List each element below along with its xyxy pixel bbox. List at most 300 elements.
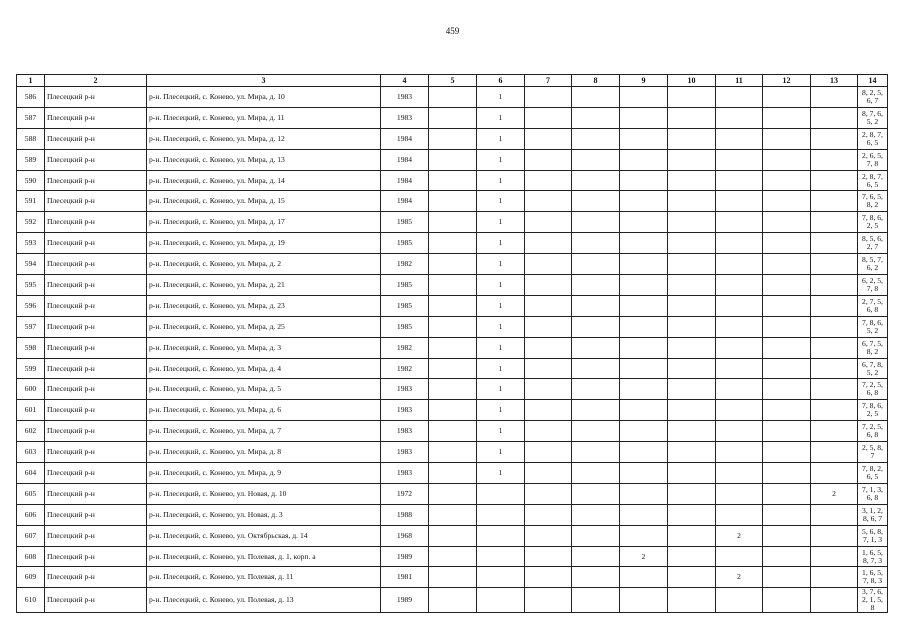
column-10-cell <box>668 379 716 400</box>
column-6-cell: 1 <box>477 295 525 316</box>
district-cell: Плесецкий р-н <box>45 504 147 525</box>
district-cell: Плесецкий р-н <box>45 149 147 170</box>
column-10-cell <box>668 87 716 108</box>
column-5-cell <box>429 316 477 337</box>
column-header-3: 3 <box>147 75 381 87</box>
column-9-cell: 2 <box>620 546 668 567</box>
column-6-cell: 1 <box>477 87 525 108</box>
row-number-cell: 597 <box>17 316 45 337</box>
table-row <box>17 483 888 504</box>
column-9-cell <box>620 87 668 108</box>
address-cell: р-н. Плесецкий, с. Конево, ул. Мира, д. 3 <box>147 337 381 358</box>
column-7-cell <box>525 191 572 212</box>
column-header-1: 1 <box>17 75 45 87</box>
address-cell: р-н. Плесецкий, с. Конево, ул. Октябрьская, д. 14 <box>147 525 381 546</box>
column-11-cell <box>716 191 763 212</box>
column-12-cell <box>763 400 811 421</box>
table-row <box>17 275 888 296</box>
column-12-cell <box>763 149 811 170</box>
column-11-cell <box>716 275 763 296</box>
table-header-row <box>17 75 888 87</box>
column-10-cell <box>668 149 716 170</box>
row-number-cell: 604 <box>17 463 45 484</box>
column-10-cell <box>668 107 716 128</box>
row-number-cell: 594 <box>17 254 45 275</box>
column-6-cell <box>477 483 525 504</box>
year-cell: 1985 <box>381 212 429 233</box>
column-8-cell <box>572 233 620 254</box>
year-cell: 1988 <box>381 504 429 525</box>
column-12-cell <box>763 546 811 567</box>
table-row <box>17 588 888 613</box>
column-7-cell <box>525 254 572 275</box>
column-11-cell <box>716 358 763 379</box>
column-11-cell <box>716 233 763 254</box>
address-cell: р-н. Плесецкий, с. Конево, ул. Мира, д. 13 <box>147 149 381 170</box>
column-5-cell <box>429 463 477 484</box>
column-9-cell <box>620 567 668 588</box>
column-11-cell <box>716 149 763 170</box>
sequence-cell: 8, 7, 6, 5, 2 <box>858 107 888 128</box>
sequence-cell: 8, 5, 7, 6, 2 <box>858 254 888 275</box>
column-8-cell <box>572 567 620 588</box>
column-8-cell <box>572 87 620 108</box>
address-cell: р-н. Плесецкий, с. Конево, ул. Мира, д. 2 <box>147 254 381 275</box>
year-cell: 1984 <box>381 170 429 191</box>
column-13-cell: 2 <box>811 483 858 504</box>
column-5-cell <box>429 191 477 212</box>
district-cell: Плесецкий р-н <box>45 295 147 316</box>
district-cell: Плесецкий р-н <box>45 87 147 108</box>
column-5-cell <box>429 149 477 170</box>
year-cell: 1982 <box>381 337 429 358</box>
sequence-cell: 7, 8, 6, 5, 2 <box>858 316 888 337</box>
column-header-14: 14 <box>858 75 888 87</box>
column-10-cell <box>668 504 716 525</box>
district-cell: Плесецкий р-н <box>45 525 147 546</box>
column-12-cell <box>763 212 811 233</box>
table-row <box>17 421 888 442</box>
column-9-cell <box>620 588 668 613</box>
address-cell: р-н. Плесецкий, с. Конево, ул. Мира, д. 19 <box>147 233 381 254</box>
row-number-cell: 590 <box>17 170 45 191</box>
column-12-cell <box>763 191 811 212</box>
column-5-cell <box>429 107 477 128</box>
column-11-cell <box>716 316 763 337</box>
column-12-cell <box>763 170 811 191</box>
sequence-cell: 2, 5, 8, 7 <box>858 442 888 463</box>
column-6-cell <box>477 546 525 567</box>
row-number-cell: 595 <box>17 275 45 296</box>
column-6-cell: 1 <box>477 337 525 358</box>
column-header-7: 7 <box>525 75 572 87</box>
column-8-cell <box>572 483 620 504</box>
year-cell: 1989 <box>381 546 429 567</box>
address-cell: р-н. Плесецкий, с. Конево, ул. Мира, д. 14 <box>147 170 381 191</box>
column-6-cell: 1 <box>477 442 525 463</box>
sequence-cell: 7, 2, 5, 6, 8 <box>858 421 888 442</box>
year-cell: 1983 <box>381 107 429 128</box>
row-number-cell: 609 <box>17 567 45 588</box>
column-13-cell <box>811 170 858 191</box>
address-cell: р-н. Плесецкий, с. Конево, ул. Мира, д. 5 <box>147 379 381 400</box>
year-cell: 1983 <box>381 463 429 484</box>
column-13-cell <box>811 316 858 337</box>
row-number-cell: 591 <box>17 191 45 212</box>
table-body <box>17 87 888 613</box>
column-9-cell <box>620 421 668 442</box>
column-11-cell <box>716 421 763 442</box>
column-10-cell <box>668 442 716 463</box>
column-11-cell: 2 <box>716 525 763 546</box>
column-8-cell <box>572 463 620 484</box>
year-cell: 1983 <box>381 87 429 108</box>
sequence-cell: 1, 6, 5, 8, 7, 3 <box>858 546 888 567</box>
address-cell: р-н. Плесецкий, с. Конево, ул. Полевая, д. 1, корп. а <box>147 546 381 567</box>
address-cell: р-н. Плесецкий, с. Конево, ул. Полевая, д. 11 <box>147 567 381 588</box>
column-5-cell <box>429 358 477 379</box>
column-5-cell <box>429 254 477 275</box>
table-row <box>17 525 888 546</box>
column-6-cell: 1 <box>477 170 525 191</box>
district-cell: Плесецкий р-н <box>45 400 147 421</box>
row-number-cell: 588 <box>17 128 45 149</box>
column-10-cell <box>668 212 716 233</box>
sequence-cell: 7, 8, 2, 6, 5 <box>858 463 888 484</box>
column-11-cell <box>716 295 763 316</box>
table-row <box>17 295 888 316</box>
column-12-cell <box>763 316 811 337</box>
column-header-12: 12 <box>763 75 811 87</box>
district-cell: Плесецкий р-н <box>45 463 147 484</box>
district-cell: Плесецкий р-н <box>45 254 147 275</box>
column-6-cell: 1 <box>477 400 525 421</box>
district-cell: Плесецкий р-н <box>45 421 147 442</box>
column-12-cell <box>763 525 811 546</box>
district-cell: Плесецкий р-н <box>45 379 147 400</box>
column-11-cell <box>716 170 763 191</box>
column-6-cell: 1 <box>477 149 525 170</box>
column-6-cell: 1 <box>477 275 525 296</box>
column-5-cell <box>429 170 477 191</box>
column-10-cell <box>668 400 716 421</box>
column-13-cell <box>811 379 858 400</box>
column-5-cell <box>429 546 477 567</box>
column-10-cell <box>668 546 716 567</box>
column-6-cell <box>477 504 525 525</box>
column-12-cell <box>763 233 811 254</box>
column-8-cell <box>572 128 620 149</box>
address-cell: р-н. Плесецкий, с. Конево, ул. Мира, д. 7 <box>147 421 381 442</box>
column-13-cell <box>811 546 858 567</box>
column-7-cell <box>525 567 572 588</box>
column-10-cell <box>668 275 716 296</box>
year-cell: 1984 <box>381 149 429 170</box>
sequence-cell: 3, 1, 2, 8, 6, 7 <box>858 504 888 525</box>
column-5-cell <box>429 421 477 442</box>
column-9-cell <box>620 295 668 316</box>
column-6-cell: 1 <box>477 107 525 128</box>
column-10-cell <box>668 254 716 275</box>
column-13-cell <box>811 275 858 296</box>
column-6-cell: 1 <box>477 191 525 212</box>
column-8-cell <box>572 400 620 421</box>
sequence-cell: 7, 8, 6, 2, 5 <box>858 400 888 421</box>
sequence-cell: 6, 2, 5, 7, 8 <box>858 275 888 296</box>
column-13-cell <box>811 212 858 233</box>
sequence-cell: 6, 7, 5, 8, 2 <box>858 337 888 358</box>
column-6-cell: 1 <box>477 254 525 275</box>
year-cell: 1968 <box>381 525 429 546</box>
sequence-cell: 6, 7, 8, 5, 2 <box>858 358 888 379</box>
row-number-cell: 608 <box>17 546 45 567</box>
column-9-cell <box>620 170 668 191</box>
column-13-cell <box>811 421 858 442</box>
column-7-cell <box>525 379 572 400</box>
column-5-cell <box>429 128 477 149</box>
column-6-cell: 1 <box>477 316 525 337</box>
column-13-cell <box>811 504 858 525</box>
district-cell: Плесецкий р-н <box>45 275 147 296</box>
column-7-cell <box>525 504 572 525</box>
column-header-2: 2 <box>45 75 147 87</box>
column-7-cell <box>525 525 572 546</box>
column-13-cell <box>811 337 858 358</box>
column-8-cell <box>572 421 620 442</box>
column-12-cell <box>763 254 811 275</box>
row-number-cell: 601 <box>17 400 45 421</box>
row-number-cell: 606 <box>17 504 45 525</box>
district-cell: Плесецкий р-н <box>45 233 147 254</box>
table-row <box>17 504 888 525</box>
column-13-cell <box>811 463 858 484</box>
district-cell: Плесецкий р-н <box>45 358 147 379</box>
column-6-cell <box>477 525 525 546</box>
column-13-cell <box>811 588 858 613</box>
column-10-cell <box>668 191 716 212</box>
table-row <box>17 316 888 337</box>
district-cell: Плесецкий р-н <box>45 442 147 463</box>
sequence-cell: 2, 6, 5, 7, 8 <box>858 149 888 170</box>
column-5-cell <box>429 275 477 296</box>
district-cell: Плесецкий р-н <box>45 483 147 504</box>
column-8-cell <box>572 212 620 233</box>
column-7-cell <box>525 400 572 421</box>
column-5-cell <box>429 525 477 546</box>
column-7-cell <box>525 128 572 149</box>
column-9-cell <box>620 191 668 212</box>
year-cell: 1981 <box>381 567 429 588</box>
column-10-cell <box>668 588 716 613</box>
column-13-cell <box>811 87 858 108</box>
column-13-cell <box>811 254 858 275</box>
column-7-cell <box>525 149 572 170</box>
column-9-cell <box>620 149 668 170</box>
column-6-cell <box>477 588 525 613</box>
address-cell: р-н. Плесецкий, с. Конево, ул. Мира, д. 4 <box>147 358 381 379</box>
column-13-cell <box>811 149 858 170</box>
column-11-cell: 2 <box>716 567 763 588</box>
district-cell: Плесецкий р-н <box>45 212 147 233</box>
column-8-cell <box>572 149 620 170</box>
year-cell: 1982 <box>381 254 429 275</box>
address-cell: р-н. Плесецкий, с. Конево, ул. Мира, д. 23 <box>147 295 381 316</box>
year-cell: 1985 <box>381 275 429 296</box>
column-12-cell <box>763 87 811 108</box>
column-12-cell <box>763 483 811 504</box>
column-8-cell <box>572 588 620 613</box>
column-7-cell <box>525 170 572 191</box>
column-7-cell <box>525 463 572 484</box>
column-11-cell <box>716 588 763 613</box>
table-row <box>17 191 888 212</box>
column-10-cell <box>668 358 716 379</box>
district-cell: Плесецкий р-н <box>45 316 147 337</box>
address-cell: р-н. Плесецкий, с. Конево, ул. Мира, д. 12 <box>147 128 381 149</box>
district-cell: Плесецкий р-н <box>45 337 147 358</box>
table-row <box>17 149 888 170</box>
column-header-11: 11 <box>716 75 763 87</box>
column-9-cell <box>620 442 668 463</box>
address-cell: р-н. Плесецкий, с. Конево, ул. Мира, д. 25 <box>147 316 381 337</box>
column-12-cell <box>763 275 811 296</box>
year-cell: 1983 <box>381 379 429 400</box>
column-8-cell <box>572 107 620 128</box>
column-5-cell <box>429 337 477 358</box>
address-cell: р-н. Плесецкий, с. Конево, ул. Мира, д. 9 <box>147 463 381 484</box>
column-5-cell <box>429 295 477 316</box>
column-7-cell <box>525 483 572 504</box>
row-number-cell: 607 <box>17 525 45 546</box>
column-7-cell <box>525 421 572 442</box>
row-number-cell: 598 <box>17 337 45 358</box>
column-6-cell: 1 <box>477 358 525 379</box>
column-5-cell <box>429 588 477 613</box>
sequence-cell: 7, 1, 3, 6, 8 <box>858 483 888 504</box>
address-cell: р-н. Плесецкий, с. Конево, ул. Мира, д. 21 <box>147 275 381 296</box>
column-5-cell <box>429 504 477 525</box>
column-8-cell <box>572 191 620 212</box>
column-9-cell <box>620 483 668 504</box>
column-9-cell <box>620 358 668 379</box>
column-7-cell <box>525 546 572 567</box>
table-row <box>17 107 888 128</box>
column-8-cell <box>572 546 620 567</box>
column-9-cell <box>620 275 668 296</box>
table-row <box>17 128 888 149</box>
column-12-cell <box>763 421 811 442</box>
column-7-cell <box>525 316 572 337</box>
table-row <box>17 212 888 233</box>
year-cell: 1982 <box>381 358 429 379</box>
column-11-cell <box>716 400 763 421</box>
sequence-cell: 3, 7, 6, 2, 1, 5, 8 <box>858 588 888 613</box>
column-7-cell <box>525 588 572 613</box>
table-row <box>17 170 888 191</box>
year-cell: 1985 <box>381 295 429 316</box>
address-cell: р-н. Плесецкий, с. Конево, ул. Мира, д. 8 <box>147 442 381 463</box>
address-cell: р-н. Плесецкий, с. Конево, ул. Мира, д. 10 <box>147 87 381 108</box>
row-number-cell: 586 <box>17 87 45 108</box>
table-row <box>17 358 888 379</box>
district-cell: Плесецкий р-н <box>45 588 147 613</box>
column-8-cell <box>572 170 620 191</box>
column-8-cell <box>572 504 620 525</box>
column-12-cell <box>763 567 811 588</box>
column-7-cell <box>525 295 572 316</box>
column-9-cell <box>620 337 668 358</box>
column-7-cell <box>525 358 572 379</box>
column-10-cell <box>668 233 716 254</box>
row-number-cell: 589 <box>17 149 45 170</box>
column-11-cell <box>716 546 763 567</box>
year-cell: 1985 <box>381 233 429 254</box>
column-5-cell <box>429 400 477 421</box>
column-12-cell <box>763 442 811 463</box>
district-cell: Плесецкий р-н <box>45 567 147 588</box>
column-7-cell <box>525 233 572 254</box>
table-row <box>17 254 888 275</box>
column-9-cell <box>620 254 668 275</box>
table-row <box>17 442 888 463</box>
column-header-8: 8 <box>572 75 620 87</box>
column-6-cell: 1 <box>477 421 525 442</box>
sequence-cell: 8, 5, 6, 2, 7 <box>858 233 888 254</box>
column-13-cell <box>811 442 858 463</box>
column-11-cell <box>716 442 763 463</box>
column-header-10: 10 <box>668 75 716 87</box>
table-row <box>17 233 888 254</box>
column-12-cell <box>763 504 811 525</box>
column-6-cell: 1 <box>477 463 525 484</box>
column-12-cell <box>763 128 811 149</box>
row-number-cell: 605 <box>17 483 45 504</box>
address-cell: р-н. Плесецкий, с. Конево, ул. Полевая, д. 13 <box>147 588 381 613</box>
column-5-cell <box>429 87 477 108</box>
column-10-cell <box>668 316 716 337</box>
column-12-cell <box>763 107 811 128</box>
column-11-cell <box>716 337 763 358</box>
table-row <box>17 87 888 108</box>
column-11-cell <box>716 379 763 400</box>
sequence-cell: 7, 8, 6, 2, 5 <box>858 212 888 233</box>
year-cell: 1972 <box>381 483 429 504</box>
column-9-cell <box>620 107 668 128</box>
row-number-cell: 596 <box>17 295 45 316</box>
column-7-cell <box>525 442 572 463</box>
column-header-4: 4 <box>381 75 429 87</box>
address-cell: р-н. Плесецкий, с. Конево, ул. Мира, д. 6 <box>147 400 381 421</box>
column-9-cell <box>620 316 668 337</box>
column-13-cell <box>811 295 858 316</box>
column-9-cell <box>620 233 668 254</box>
column-7-cell <box>525 107 572 128</box>
district-cell: Плесецкий р-н <box>45 128 147 149</box>
column-12-cell <box>763 358 811 379</box>
column-6-cell: 1 <box>477 379 525 400</box>
sequence-cell: 1, 6, 5, 7, 8, 3 <box>858 567 888 588</box>
sequence-cell: 2, 8, 7, 6, 5 <box>858 128 888 149</box>
column-9-cell <box>620 212 668 233</box>
column-header-6: 6 <box>477 75 525 87</box>
row-number-cell: 592 <box>17 212 45 233</box>
column-10-cell <box>668 337 716 358</box>
column-5-cell <box>429 212 477 233</box>
year-cell: 1984 <box>381 128 429 149</box>
year-cell: 1984 <box>381 191 429 212</box>
column-8-cell <box>572 379 620 400</box>
address-cell: р-н. Плесецкий, с. Конево, ул. Мира, д. 17 <box>147 212 381 233</box>
